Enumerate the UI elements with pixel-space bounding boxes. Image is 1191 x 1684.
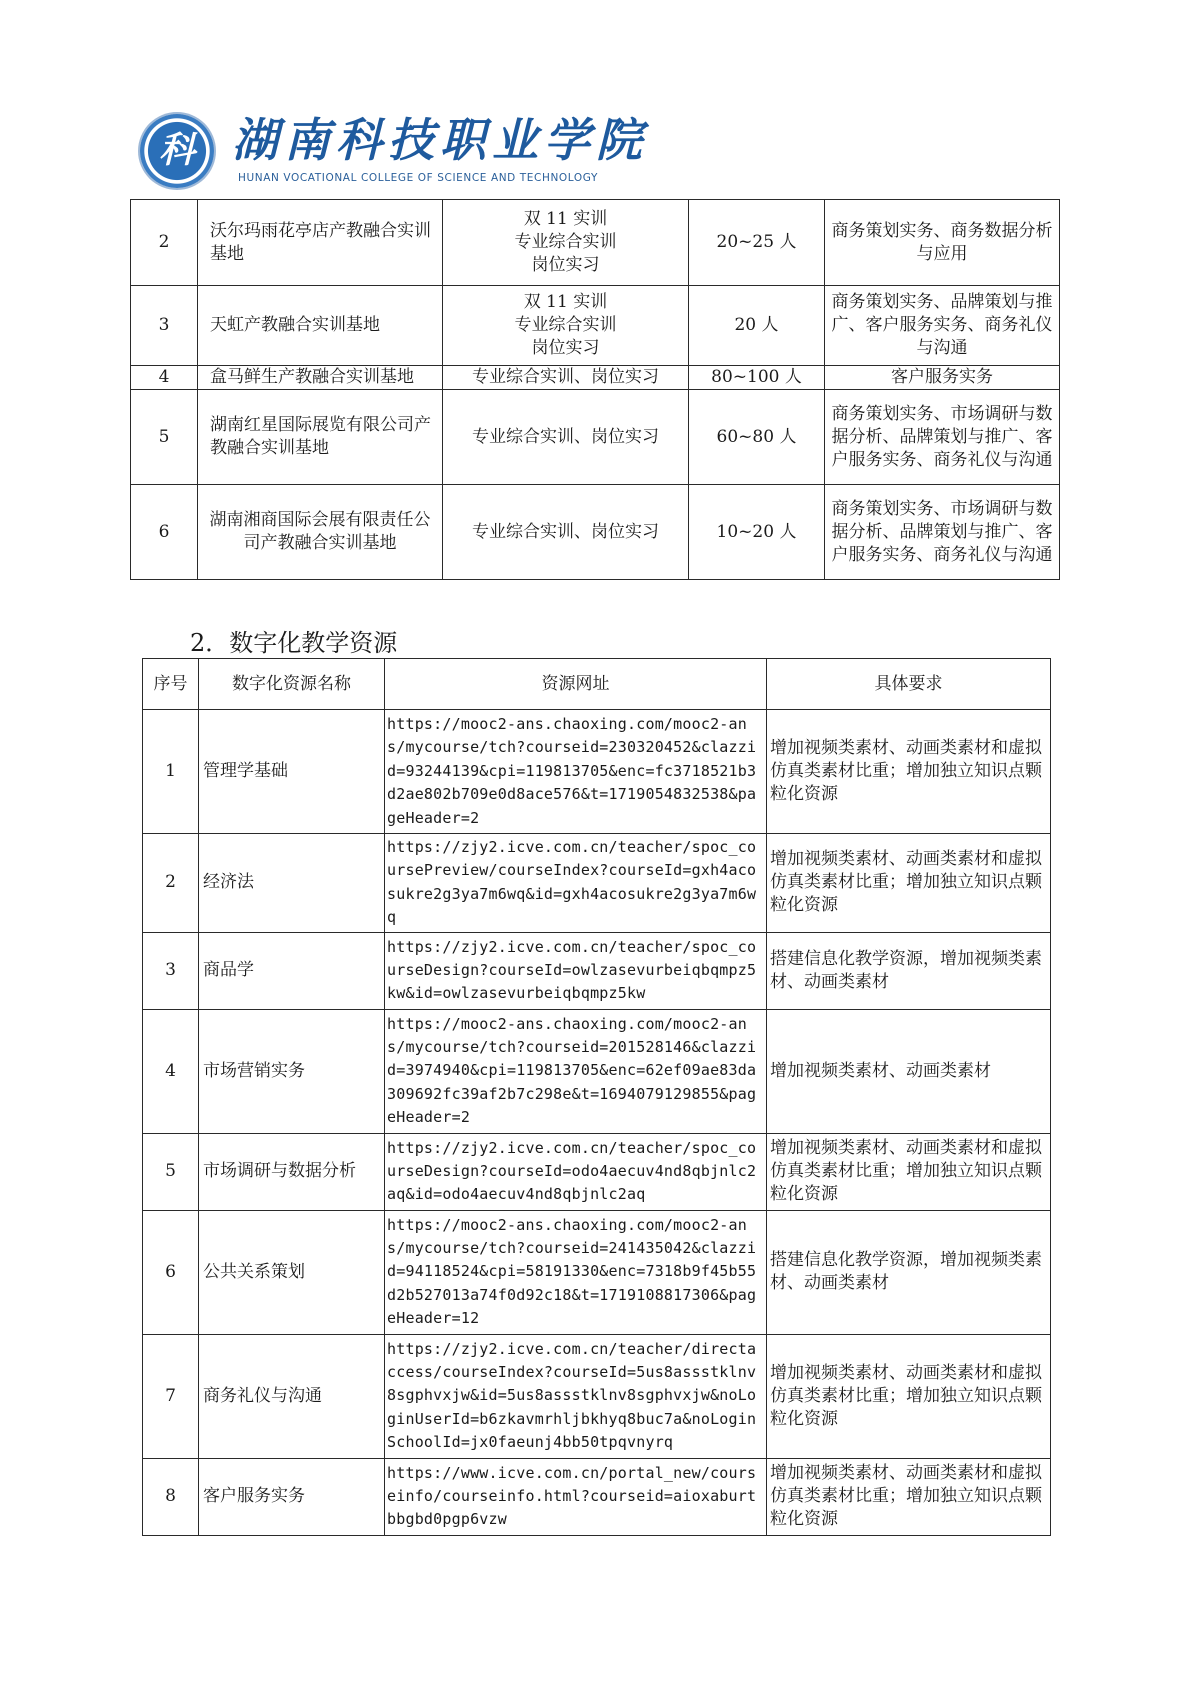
row-number: 6 (143, 1210, 199, 1334)
table-row (143, 1334, 1051, 1458)
row-number: 7 (143, 1334, 199, 1458)
training-projects (443, 200, 689, 286)
project-item: 岗位实习 (531, 338, 600, 358)
related-courses: 商务策划实务、市场调研与数据分析、品牌策划与推广、客户服务实务、商务礼仪与沟通 (825, 390, 1060, 485)
table-row (131, 200, 1060, 286)
table-row (131, 390, 1060, 485)
resource-url-link[interactable]: https://zjy2.icve.com.cn/teacher/spoc_courseDesign?courseId=owlzasevurbeiqbqmpz5kw&id=owlzasevurbeiqbqmpz5kw (385, 932, 767, 1009)
row-number: 4 (131, 366, 198, 390)
project-item: 岗位实习 (531, 255, 600, 275)
table-row (143, 710, 1051, 834)
row-number: 2 (143, 834, 199, 933)
college-name-cn: 湖南科技职业学院 (232, 113, 648, 167)
resource-requirement: 搭建信息化教学资源，增加视频类素材、动画类素材 (767, 1210, 1051, 1334)
resource-name: 公共关系策划 (199, 1210, 385, 1334)
digital-resources-table (142, 658, 1051, 1536)
base-name: 盒马鲜生产教融合实训基地 (198, 366, 443, 390)
project-item: 专业综合实训 (514, 232, 617, 252)
resource-url-link[interactable]: https://zjy2.icve.com.cn/teacher/spoc_coursePreview/courseIndex?courseId=gxh4acosukre2g3ya7m6wq&id=gxh4acosukre2g3ya7m6wq (385, 834, 767, 933)
row-number: 8 (143, 1458, 199, 1535)
resource-url-link[interactable]: https://mooc2-ans.chaoxing.com/mooc2-ans/mycourse/tch?courseid=241435042&clazzid=94118524&cpi=58191330&enc=7318b9f45b55d2b527013a74f0d92c18&t=1719108817306&pageHeader=12 (385, 1210, 767, 1334)
project-item: 双 11 实训 (523, 292, 608, 312)
emblem-glyph: 科 (158, 129, 195, 171)
training-bases-table (130, 199, 1060, 580)
resource-name: 管理学基础 (199, 710, 385, 834)
column-header-url: 资源网址 (385, 659, 767, 710)
table-row (131, 286, 1060, 366)
table-row (143, 1133, 1051, 1210)
resource-requirement: 搭建信息化教学资源，增加视频类素材、动画类素材 (767, 932, 1051, 1009)
row-number: 4 (143, 1009, 199, 1133)
resource-requirement: 增加视频类素材、动画类素材 (767, 1009, 1051, 1133)
column-header-name: 数字化资源名称 (199, 659, 385, 710)
column-header-number: 序号 (143, 659, 199, 710)
resource-url-link[interactable]: https://zjy2.icve.com.cn/teacher/directaccess/courseIndex?courseId=5us8assstklnv8sgphvxjw&id=5us8assstklnv8sgphvxjw&noLoginUserId=b6zkavmrhljbkhyq8buc7a&noLoginSchoolId=jx0faeunj4bb50tpqvnyrq (385, 1334, 767, 1458)
resource-name: 商品学 (199, 932, 385, 1009)
section-title: 2．数字化教学资源 (190, 629, 398, 657)
row-number: 6 (131, 485, 198, 580)
column-header-requirement: 具体要求 (767, 659, 1051, 710)
row-number: 5 (131, 390, 198, 485)
table-row (143, 1009, 1051, 1133)
base-name: 湖南红星国际展览有限公司产教融合实训基地 (198, 390, 443, 485)
table-header-row (143, 659, 1051, 710)
resource-name: 客户服务实务 (199, 1458, 385, 1535)
resource-requirement: 增加视频类素材、动画类素材和虚拟仿真类素材比重；增加独立知识点颗粒化资源 (767, 1458, 1051, 1535)
row-number: 5 (143, 1133, 199, 1210)
row-number: 3 (131, 286, 198, 366)
resource-requirement: 增加视频类素材、动画类素材和虚拟仿真类素材比重；增加独立知识点颗粒化资源 (767, 1334, 1051, 1458)
resource-name: 商务礼仪与沟通 (199, 1334, 385, 1458)
training-projects (443, 286, 689, 366)
resource-name: 市场营销实务 (199, 1009, 385, 1133)
table-row (131, 485, 1060, 580)
resource-url-link[interactable]: https://mooc2-ans.chaoxing.com/mooc2-ans/mycourse/tch?courseid=201528146&clazzid=3974940&cpi=119813705&enc=62ef09ae83da309692fc39af2b7c298e&t=1694079129855&pageHeader=2 (385, 1009, 767, 1133)
table-row (143, 932, 1051, 1009)
resource-requirement: 增加视频类素材、动画类素材和虚拟仿真类素材比重；增加独立知识点颗粒化资源 (767, 710, 1051, 834)
project-item: 双 11 实训 (523, 209, 608, 229)
training-projects: 专业综合实训、岗位实习 (443, 366, 689, 390)
base-name: 沃尔玛雨花亭店产教融合实训基地 (198, 200, 443, 286)
table-row (131, 366, 1060, 390)
capacity: 20~25 人 (689, 200, 825, 286)
resource-url-link[interactable]: https://zjy2.icve.com.cn/teacher/spoc_courseDesign?courseId=odo4aecuv4nd8qbjnlc2aq&id=odo4aecuv4nd8qbjnlc2aq (385, 1133, 767, 1210)
row-number: 1 (143, 710, 199, 834)
base-name: 天虹产教融合实训基地 (198, 286, 443, 366)
resource-url-link[interactable]: https://www.icve.com.cn/portal_new/courseinfo/courseinfo.html?courseid=aioxaburtbbgbd0pgp6vzw (385, 1458, 767, 1535)
base-name: 湖南湘商国际会展有限责任公司产教融合实训基地 (198, 485, 443, 580)
college-logo (140, 112, 648, 192)
related-courses: 商务策划实务、市场调研与数据分析、品牌策划与推广、客户服务实务、商务礼仪与沟通 (825, 485, 1060, 580)
project-item: 专业综合实训 (514, 315, 617, 335)
resource-name: 经济法 (199, 834, 385, 933)
resource-requirement: 增加视频类素材、动画类素材和虚拟仿真类素材比重；增加独立知识点颗粒化资源 (767, 834, 1051, 933)
resource-requirement: 增加视频类素材、动画类素材和虚拟仿真类素材比重；增加独立知识点颗粒化资源 (767, 1133, 1051, 1210)
row-number: 3 (143, 932, 199, 1009)
college-emblem-icon (140, 114, 214, 188)
related-courses: 客户服务实务 (825, 366, 1060, 390)
capacity: 10~20 人 (689, 485, 825, 580)
capacity: 80~100 人 (689, 366, 825, 390)
training-projects: 专业综合实训、岗位实习 (443, 390, 689, 485)
training-projects: 专业综合实训、岗位实习 (443, 485, 689, 580)
related-courses: 商务策划实务、商务数据分析与应用 (825, 200, 1060, 286)
resource-name: 市场调研与数据分析 (199, 1133, 385, 1210)
capacity: 20 人 (689, 286, 825, 366)
table-row (143, 834, 1051, 933)
college-name-en: HUNAN VOCATIONAL COLLEGE OF SCIENCE AND TECHNOLOGY (238, 172, 598, 184)
row-number: 2 (131, 200, 198, 286)
related-courses: 商务策划实务、品牌策划与推广、客户服务实务、商务礼仪与沟通 (825, 286, 1060, 366)
capacity: 60~80 人 (689, 390, 825, 485)
table-row (143, 1210, 1051, 1334)
table-row (143, 1458, 1051, 1535)
resource-url-link[interactable]: https://mooc2-ans.chaoxing.com/mooc2-ans/mycourse/tch?courseid=230320452&clazzid=93244139&cpi=119813705&enc=fc3718521b3d2ae802b709e0d8ace576&t=1719054832538&pageHeader=2 (385, 710, 767, 834)
